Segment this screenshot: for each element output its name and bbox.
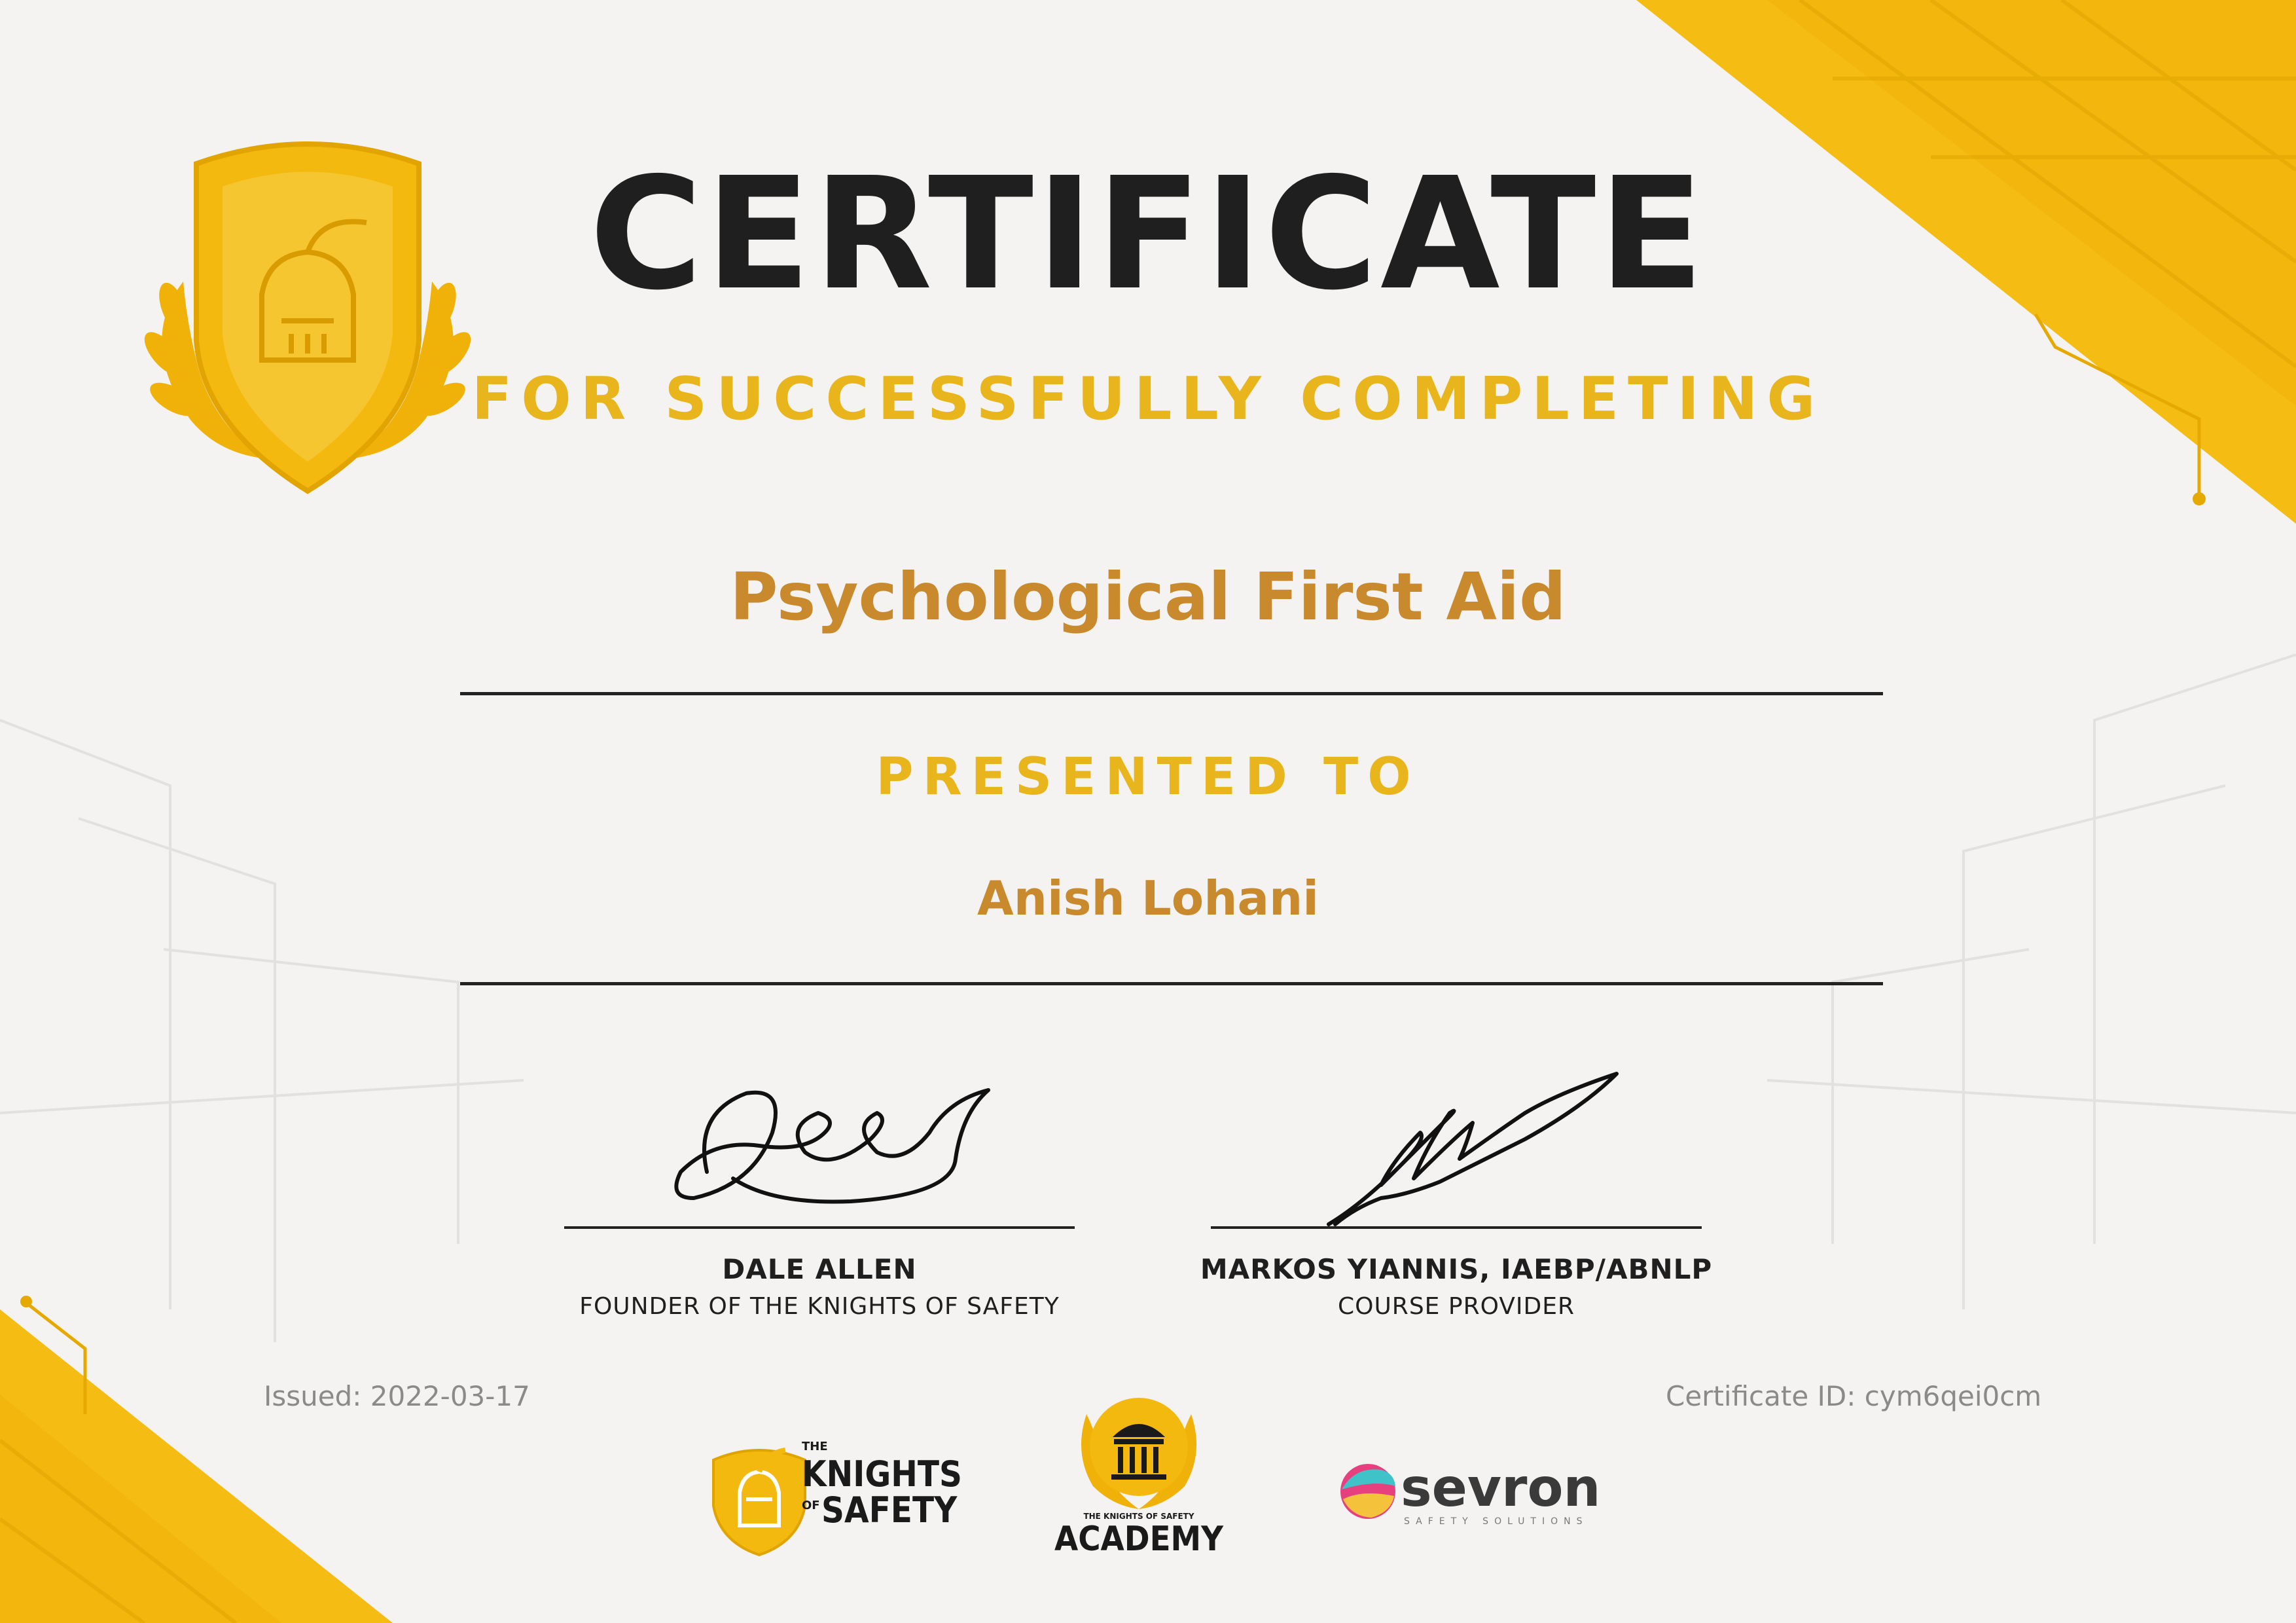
recipient-divider bbox=[460, 982, 1883, 985]
course-name: Psychological First Aid bbox=[730, 558, 1566, 635]
sevron-logo bbox=[1335, 1453, 1601, 1532]
knights-logo-the: THE bbox=[802, 1440, 828, 1453]
signatory-role-right: COURSE PROVIDER bbox=[1337, 1293, 1575, 1320]
sevron-logo-tagline: SAFETY SOLUTIONS bbox=[1404, 1516, 1588, 1527]
signatory-role-left: FOUNDER OF THE KNIGHTS OF SAFETY bbox=[579, 1293, 1060, 1320]
certificate-subtitle: FOR SUCCESSFULLY COMPLETING bbox=[471, 365, 1825, 433]
presented-to-label: PRESENTED TO bbox=[876, 748, 1420, 807]
knights-of-safety-logo bbox=[707, 1421, 963, 1558]
knights-logo-knights: KNIGHTS bbox=[802, 1453, 963, 1495]
sevron-logo-name: sevron bbox=[1401, 1457, 1601, 1518]
issued-date: Issued: 2022-03-17 bbox=[264, 1380, 530, 1412]
certificate-id: Certificate ID: cym6qei0cm bbox=[1666, 1380, 2042, 1412]
course-divider bbox=[460, 692, 1883, 695]
signature-markos-yiannis bbox=[1309, 1067, 1649, 1231]
signatory-name-left: DALE ALLEN bbox=[722, 1253, 917, 1285]
recipient-name: Anish Lohani bbox=[977, 871, 1319, 926]
signature-dale-allen bbox=[655, 1074, 1021, 1224]
academy-logo-big: ACADEMY bbox=[1054, 1520, 1223, 1559]
certificate-title: CERTIFICATE bbox=[589, 144, 1707, 324]
signatory-name-right: MARKOS YIANNIS, IAEBP/ABNLP bbox=[1200, 1253, 1713, 1285]
signature-line-right bbox=[1211, 1226, 1702, 1229]
knights-logo-of: OF bbox=[802, 1499, 820, 1512]
signature-line-left bbox=[564, 1226, 1075, 1229]
knights-logo-safety: SAFETY bbox=[821, 1489, 958, 1531]
academy-logo-small: THE KNIGHTS OF SAFETY bbox=[1083, 1512, 1194, 1521]
knights-academy-logo bbox=[1054, 1375, 1223, 1559]
